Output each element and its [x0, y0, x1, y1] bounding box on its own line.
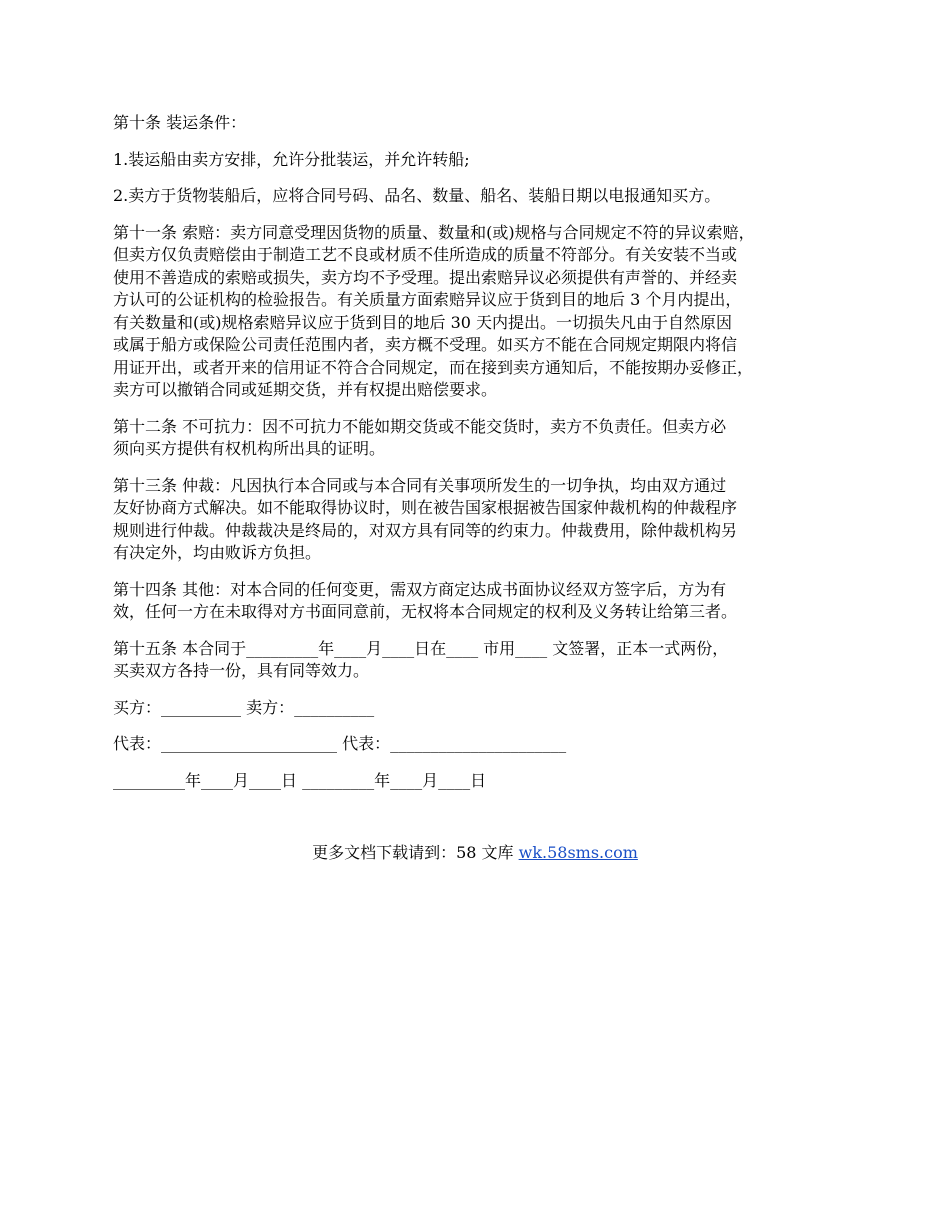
text-line: 规则进行仲裁。仲裁裁决是终局的，对双方具有同等的约束力。仲裁费用，除仲裁机构另	[113, 520, 738, 540]
text-line: 第十四条 其他：对本合同的任何变更，需双方商定达成书面协议经双方签字后，方为有	[113, 579, 727, 599]
text-line: 有关数量和(或)规格索赔异议应于货到目的地后 30 天内提出。一切损失凡由于自然原因	[113, 312, 733, 332]
text-line: 买卖双方各持一份，具有同等效力。	[113, 661, 370, 680]
clause-10-item-2	[113, 185, 853, 208]
buyer-seller-line	[113, 697, 853, 720]
text-line: 第十二条 不可抗力：因不可抗力不能如期交货或不能交货时，卖方不负责任。但卖方必	[113, 416, 727, 436]
text-line: 用证开出，或者开来的信用证不符合合同规定，而在接到卖方通知后，不能按期办妥修正，	[113, 357, 754, 377]
text-line: 第十条 装运条件：	[113, 113, 247, 132]
text-line: 1.装运船由卖方安排，允许分批装运，并允许转船;	[113, 149, 470, 169]
document-body	[113, 112, 853, 806]
clause-10-item-1	[113, 149, 853, 172]
footer-text: 更多文档下载请到：58 文库	[312, 843, 519, 862]
footer	[0, 842, 950, 864]
clause-10-heading	[113, 112, 853, 135]
clause-14-other	[113, 579, 853, 624]
text-line: 方认可的公证机构的检验报告。有关质量方面索赔异议应于货到目的地后 3 个月内提出，	[113, 290, 742, 309]
text-line: 使用不善造成的索赔或损失，卖方均不予受理。提出索赔异议必须提供有声誉的、并经卖	[113, 267, 738, 287]
text-line: _________年____月____日 _________年____月____日	[113, 770, 487, 790]
clause-15-signing	[113, 638, 853, 683]
text-line: 但卖方仅负责赔偿由于制造工艺不良或材质不佳所造成的质量不符部分。有关安装不当或	[113, 245, 738, 264]
text-line: 或属于船方或保险公司责任范围内者，卖方概不受理。如买方不能在合同规定期限内将信	[113, 335, 738, 354]
footer-link[interactable]: wk.58sms.com	[518, 843, 638, 862]
text-line: 有决定外，均由败诉方负担。	[113, 543, 322, 562]
representative-line	[113, 733, 853, 756]
text-line: 代表：______________________ 代表：______________________	[113, 734, 567, 753]
text-line: 效，任何一方在未取得对方书面同意前，无权将本合同规定的权利及义务转让给第三者。	[113, 602, 738, 621]
text-line: 友好协商方式解决。如不能取得协议时，则在被告国家根据被告国家仲裁机构的仲裁程序	[113, 498, 738, 517]
clause-13-arbitration	[113, 475, 853, 565]
date-line	[113, 770, 853, 793]
text-line: 须向买方提供有权机构所出具的证明。	[113, 439, 386, 458]
text-line: 买方：__________ 卖方：__________	[113, 697, 375, 717]
clause-11-claims	[113, 222, 853, 402]
text-line: 第十五条 本合同于_________年____月____日在____ 市用____ 文签署，正本一式两份，	[113, 638, 729, 658]
text-line: 第十一条 索赔：卖方同意受理因货物的质量、数量和(或)规格与合同规定不符的异议索赔，	[113, 222, 755, 242]
text-line: 2.卖方于货物装船后，应将合同号码、品名、数量、船名、装船日期以电报通知买方。	[113, 186, 721, 205]
text-line: 卖方可以撤销合同或延期交货，并有权提出赔偿要求。	[113, 380, 498, 399]
text-line: 第十三条 仲裁：凡因执行本合同或与本合同有关事项所发生的一切争执，均由双方通过	[113, 475, 727, 495]
clause-12-force-majeure	[113, 416, 853, 461]
